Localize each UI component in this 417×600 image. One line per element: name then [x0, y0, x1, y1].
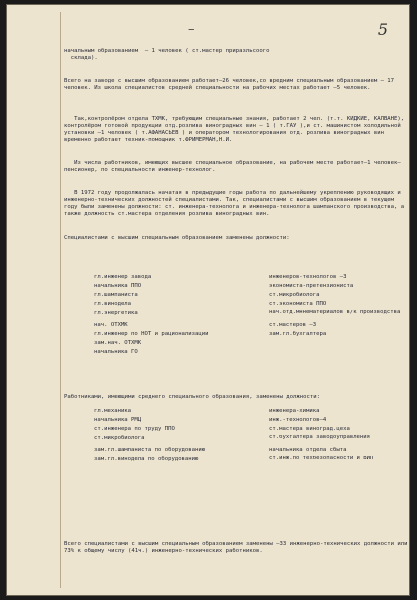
list-item-left: гл.шампаниста — [94, 292, 138, 298]
list-secondary-education — [64, 408, 408, 468]
list-item-left: гл.винодела — [94, 301, 132, 307]
list-item-left: гл.механика — [94, 408, 132, 414]
list-item-left: гл.энергетика — [94, 310, 138, 316]
list-item — [64, 310, 408, 322]
list-higher-education — [64, 274, 408, 358]
list-item-left: нач. ОТХМК — [94, 322, 128, 328]
list-item-left: начальника ГО — [94, 349, 138, 355]
list-item — [64, 417, 408, 426]
list-item-right: начальника отдела сбыта — [269, 447, 347, 453]
paragraph-1: начальным образованием – 1 человек ( ст.мастер приразльсоого складa). — [64, 48, 270, 61]
list-item-right: ст.микробиолога — [269, 292, 320, 298]
list-item — [64, 331, 408, 340]
list-item — [64, 274, 408, 283]
paragraph-4: Из числа работников, имеющих высшее специальное образование, на рабочем месте работает–1 человек–пенсионер, по специальности инженер-технолог. — [64, 160, 401, 173]
top-mark: – — [188, 22, 195, 37]
list-item-left: зам.гл.шампаниста по оборудованию — [94, 447, 206, 453]
list-item-right: ст.экономиста ППО — [269, 301, 327, 307]
list-item-left: зам.нач. ОТХМК — [94, 340, 142, 346]
list-item-right: ст.инж.по техбезопасности и ВИП — [269, 456, 374, 461]
list-item — [64, 456, 408, 468]
list-item-right: инженера-химика — [269, 408, 320, 414]
list-1-heading: Специалистами с высшим специальным образованием заменены должности: — [64, 235, 290, 241]
list-2-heading: Работниками, имеющими среднего специального образования, заменены должности: — [64, 394, 320, 400]
list-item — [64, 292, 408, 301]
list-item — [64, 301, 408, 310]
paragraph-3: Так,контролёром отдела ТХМК, требующим специальные знания, работает 2 чел. (т.т. КИДКИЕ, КАЛВАНЕ), контролёром готовой продукции отд.розлива виноградных вин – 1 ( т.ГАУ ),и ст. машинистом холодильной установки –1 человек ( т.АФАНАСЬЕВ ) и оператором технологирования отд. розлива виноградных вин временно работает техник-помощник т.ФРИМЕРМАН,Н.И. — [64, 116, 408, 143]
list-item-right: зам.гл.бухгалтера — [269, 331, 327, 337]
list-item — [64, 408, 408, 417]
list-item-left: зам.гл.винодела по оборудованию — [94, 456, 199, 462]
list-item-left: ст.инженера по труду ППО — [94, 426, 175, 432]
list-item — [64, 426, 408, 435]
list-item-right: ст.мастеров –3 — [269, 322, 317, 328]
list-item-left: ст.микробиолога — [94, 435, 145, 441]
list-item — [64, 349, 408, 358]
list-item-right: экономиста-претензиониста — [269, 283, 354, 289]
list-item — [64, 340, 408, 349]
list-item-left: начальника РМЦ — [94, 417, 142, 423]
list-item-left: гл.инженер по НОТ и рационализации — [94, 331, 209, 337]
list-item-right: инженеров-технологов –3 — [269, 274, 347, 280]
paragraph-5: В 1972 году продолжалась начатая в предыдущие годы работа по дальнейшему укреплению руководящих и инженерно-технических должностей специалистами. Так, специалистами с высшим образованием в текущем году были заменены должности: ст. инженера-технолога и инженера-технолога шампанского производства, а также должность ст.мастера отделения розлива виноградных вин. — [64, 190, 408, 217]
margin-line — [60, 12, 61, 588]
list-item-right: ст.мастера виноград.цеха — [269, 426, 350, 432]
list-item — [64, 322, 408, 331]
page-number: 5 — [377, 20, 388, 39]
list-item-right: инж.-технологов–4 — [269, 417, 327, 423]
list-item — [64, 283, 408, 292]
list-item — [64, 447, 408, 456]
list-item-right: нач.отд.мннематериалов в/к производства — [269, 310, 401, 315]
list-item-left: гл.инженер завода — [94, 274, 152, 280]
list-item-right: ст.бухгалтера заводоуправления — [269, 435, 371, 440]
list-item-left: начальника ППО — [94, 283, 142, 289]
document-page — [6, 4, 410, 596]
paragraph-2: Всего на заводе с высшим образованием работает–26 человек,со вредним специальным образованием – 17 человек. Из школа специалистов средней специальности на рабочих местах работает –5 человек. — [64, 78, 398, 91]
summary-paragraph: Всего специалистами с высшим специальным образованием заменены –33 инженерно-технических должности или 73% к общему числу (41ч.) инженерно-технических работников. — [64, 541, 411, 554]
list-item — [64, 435, 408, 447]
